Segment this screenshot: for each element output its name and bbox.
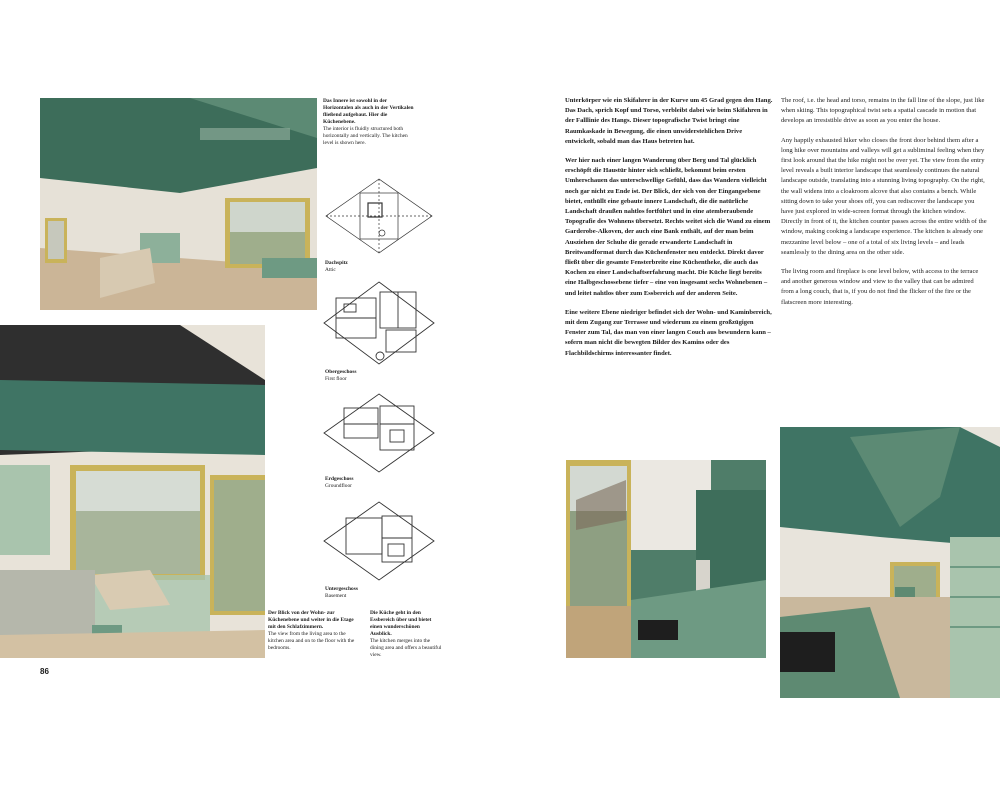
text-column-english <box>781 96 987 317</box>
plan-label-attic <box>325 260 348 274</box>
floor-plan-attic <box>320 175 438 257</box>
plan-label-groundfloor-en: Groundfloor <box>325 483 352 489</box>
plan-label-groundfloor <box>325 476 353 490</box>
plan-label-attic-en: Attic <box>325 267 336 273</box>
photo-kitchen-level <box>40 98 317 310</box>
caption-bottom-right-en: The kitchen merges into the dining area and offers a beautiful view. <box>370 638 442 658</box>
plan-label-first-floor-de: Obergeschoss <box>325 369 357 375</box>
caption-top <box>323 98 418 147</box>
text-de-paragraph-2: Wer hier nach einer langen Wanderung über Berg und Tal glücklich erschöpft die Haustür hinter sich schließt, bekommt beim ersten Umherschauen das unterschwellige Gefühl, dass das Wandern vielleicht noch gar nicht zu Ende ist. Der Blick, der sich von der Eingangsebene bietet, enthüllt eine gebaute innere Landschaft, die die natürliche Landschaft draußen nahtlos fortführt und in eine atemberaubende Topografie des Wohnens übersetzt. Rechts weitet sich die Wand zu einem Garderobe-Alkoven, der auch eine Bank enthält, auf der man beim Ausziehen der Schuhe die gerade erwanderte Landschaft in Breitwandformat durch das Küchenfenster neu entdeckt. Direkt davor fließt über die gesamte Fensterbreite eine Küchentheke, die auch das Kochen zu einer Landschaftserfahrung macht. Die Küche liegt bereits eine Halbgeschossebene tiefer – eine von insgesamt sechs Wohnebenen – und leitet nahtlos über zum Essbereich auf der anderen Seite. <box>565 157 771 297</box>
caption-top-de: Das Innere ist sowohl in der Horizontalen als auch in der Vertikalen fließend aufgebaut. Hier die Küchenebene. <box>323 98 414 125</box>
caption-bottom-left-de: Der Blick von der Wohn- zur Küchenebene und weiter in die Etage mit den Schlafzimmern. <box>268 610 354 630</box>
plan-label-first-floor-en: First floor <box>325 376 347 382</box>
plan-label-basement <box>325 586 358 600</box>
caption-bottom-left-en: The view from the living area to the kitchen area and on to the floor with the bedrooms. <box>268 631 355 651</box>
text-column-german <box>565 96 773 368</box>
floor-plan-basement <box>320 498 438 584</box>
text-en-paragraph-2: Any happily exhausted hiker who closes the front door behind them after a long hike over mountains and valleys will get a subliminal feeling when they first look around that the hike might not be over yet. The view from the entry level reveals a built interior landscape that seamlessly continues the natural landscape outside, translating into a stunning living topography. On the right, the wall widens into a cloakroom alcove that also contains a bench. While sitting down to take your shoes off, you can rediscover the landscape you have just explored in wide-screen format through the kitchen window. Directly in front of it, the kitchen counter passes across the entire width of the window, making cooking a landscape experience. The kitchen is already one mezzanine level below – one of a total of six living levels – and leads seamlessly to the dining area on the other side. <box>781 136 987 256</box>
floor-plan-first-floor <box>320 278 438 368</box>
text-en-paragraph-3: The living room and fireplace is one level below, with access to the terrace and another generous window and view to the valley that can be admired from a long couch, that is, if you do not find the flicker of the fire or the flatscreen more interesting. <box>781 268 979 306</box>
caption-bottom-right-de: Die Küche geht in den Essbereich über und bietet einen wunderschönen Ausblick. <box>370 610 432 637</box>
caption-bottom-left <box>268 610 360 652</box>
photo-kitchen-dining <box>780 427 1000 698</box>
page-number: 86 <box>40 667 49 676</box>
text-de-paragraph-3: Eine weitere Ebene niedriger befindet sich der Wohn- und Kaminbereich, mit dem Zugang zur Terrasse und wiederum zu einem großzügigen Fenster zum Tal, das man von einer langen Couch aus bewundern kann – sofern man nicht die bewegten Bilder des Kamins oder des Flachbildschirms interessanter findet. <box>565 308 772 357</box>
plan-label-first-floor <box>325 369 356 383</box>
photo-kitchen-window <box>566 460 766 658</box>
text-en-paragraph-1: The roof, i.e. the head and torso, remains in the fall line of the slope, just like when skiing. This topographical twist sets a spatial cascade in motion that develops an irresistible drive as soon as you enter the house. <box>781 97 985 125</box>
text-de-paragraph-1: Unterkörper wie ein Skifahrer in der Kurve um 45 Grad gegen den Hang. Das Dach, sprich Kopf und Torso, verbleibt dabei wie beim Skifahren in der Falllinie des Hangs. Dieser topografische Twist bringt eine Raumkaskade in Bewegung, die einen unwiderstehlichen Drive entwickelt, sobald man das Haus betreten hat. <box>565 97 773 145</box>
plan-label-attic-de: Dachspitz <box>325 260 348 266</box>
plan-label-groundfloor-de: Erdgeschoss <box>325 476 354 482</box>
caption-top-en: The interior is fluidly structured both horizontally and vertically. The kitchen level is shown here. <box>323 126 408 146</box>
photo-living-area <box>0 325 265 658</box>
plan-label-basement-de: Untergeschoss <box>325 586 358 592</box>
floor-plan-groundfloor <box>320 390 438 476</box>
plan-label-basement-en: Basement <box>325 593 347 599</box>
caption-bottom-right <box>370 610 442 659</box>
